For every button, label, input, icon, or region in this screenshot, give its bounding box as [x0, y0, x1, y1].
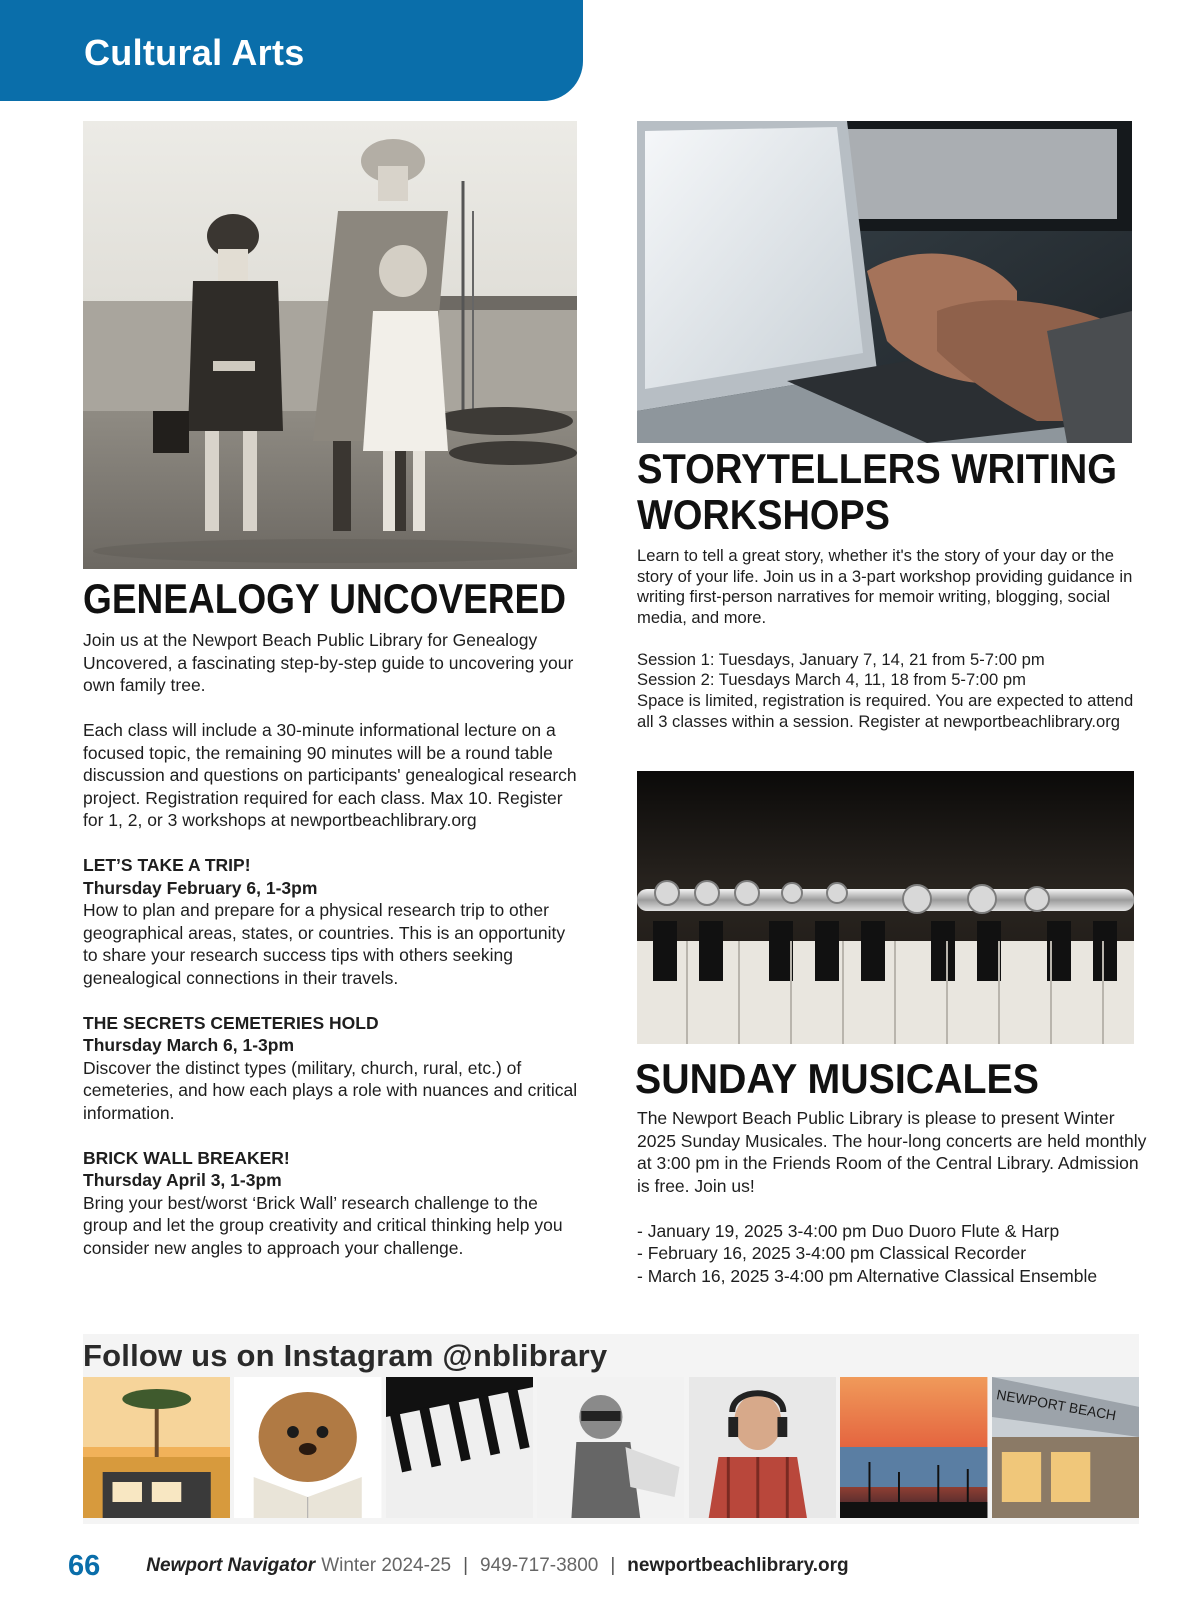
storytellers-photo	[637, 121, 1132, 443]
section-title: Cultural Arts	[84, 32, 305, 73]
concert-item: - March 16, 2025 3-4:00 pm Alternative Classical Ensemble	[637, 1265, 1098, 1286]
instagram-photo-piano	[386, 1377, 533, 1518]
session-date: Thursday March 6, 1-3pm	[83, 1035, 295, 1055]
genealogy-session-3	[83, 1147, 583, 1260]
library-phone: 949-717-3800	[480, 1555, 599, 1576]
section-tab	[0, 0, 583, 101]
session-description: Bring your best/worst ‘Brick Wall’ research challenge to the group and let the group creativity and critical thinking help you consider new angles to approach your challenge.	[83, 1192, 563, 1258]
genealogy-session-1	[83, 854, 583, 989]
library-website-link[interactable]: newportbeachlibrary.org	[627, 1555, 849, 1576]
genealogy-photo	[83, 121, 577, 569]
musicales-title: SUNDAY MUSICALES	[635, 1055, 1039, 1102]
session-description: Discover the distinct types (military, church, rural, etc.) of cemeteries, and how each plays a role with nuances and critical information.	[83, 1057, 578, 1123]
instagram-photo-dog-reading	[234, 1377, 381, 1518]
storytellers-note: Space is limited, registration is required. You are expected to attend all 3 classes within a session. Register at newportbeachlibrary.org	[637, 690, 1134, 731]
session-date: Thursday February 6, 1-3pm	[83, 877, 318, 898]
storytellers-session-2: Session 2: Tuesdays March 4, 11, 18 from 5-7:00 pm	[637, 670, 1026, 690]
storytellers-title-line2: WORKSHOPS	[637, 491, 890, 538]
storytellers-body	[637, 546, 1137, 732]
instagram-photo-superhero-kid	[537, 1377, 684, 1518]
instagram-photo-library-sign	[992, 1377, 1139, 1518]
page-number: 66	[68, 1549, 101, 1582]
genealogy-session-2	[83, 1012, 583, 1125]
musicales-body	[637, 1107, 1147, 1287]
instagram-photo-library-building	[83, 1377, 230, 1518]
musicales-intro: The Newport Beach Public Library is please to present Winter 2025 Sunday Musicales. The hour-long concerts are held monthly at 3:00 pm in the Friends Room of the Central Library. Admission is free. Join us!	[637, 1108, 1147, 1196]
session-title: LET’S TAKE A TRIP!	[83, 855, 251, 875]
footer-separator: |	[610, 1555, 616, 1576]
session-description: How to plan and prepare for a physical research trip to other geographical areas, states, or countries. This is an opportunity to share your research success tips with others seeking genealogical connections in their travels.	[83, 900, 566, 988]
publication-season: Winter 2024-25	[321, 1555, 452, 1576]
storytellers-intro: Learn to tell a great story, whether it's the story of your day or the story of your life. Join us in a 3-part workshop providing guidance in writing first-person narratives for memoir writing, blogging, social media, and more.	[637, 546, 1133, 628]
session-title: BRICK WALL BREAKER!	[83, 1147, 290, 1168]
instagram-photo-strip	[83, 1377, 1139, 1518]
genealogy-intro: Join us at the Newport Beach Public Library for Genealogy Uncovered, a fascinating step-by-step guide to uncovering your own family tree.	[83, 630, 574, 695]
footer-separator: |	[463, 1555, 469, 1576]
instagram-photo-sunset-palms	[840, 1377, 987, 1518]
session-date: Thursday April 3, 1-3pm	[83, 1170, 282, 1190]
genealogy-title: GENEALOGY UNCOVERED	[83, 575, 566, 622]
storytellers-title-line1: STORYTELLERS WRITING	[637, 445, 1117, 492]
concert-item: - February 16, 2025 3-4:00 pm Classical Recorder	[637, 1243, 1027, 1263]
instagram-photo-teen-headphones	[689, 1377, 836, 1518]
building-sign-text: NEWPORT BEACH	[994, 1386, 1117, 1424]
genealogy-body	[83, 629, 583, 1259]
page-footer	[68, 1548, 849, 1584]
storytellers-session-1: Session 1: Tuesdays, January 7, 14, 21 from 5-7:00 pm	[637, 649, 1045, 669]
instagram-banner	[83, 1334, 1139, 1524]
instagram-title: Follow us on Instagram @nblibrary	[83, 1338, 608, 1373]
genealogy-details: Each class will include a 30-minute informational lecture on a focused topic, the remaining 90 minutes will be a round table discussion and questions on participants' genealogical research project. Registration required for each class. Max 10. Register for 1, 2, or 3 workshops at newportbeachlibrary.org	[83, 720, 577, 830]
publication-name: Newport Navigator	[146, 1555, 316, 1576]
session-title: THE SECRETS CEMETERIES HOLD	[83, 1012, 379, 1033]
musicales-photo	[637, 771, 1134, 1044]
concert-item: - January 19, 2025 3-4:00 pm Duo Duoro Flute & Harp	[637, 1220, 1060, 1241]
